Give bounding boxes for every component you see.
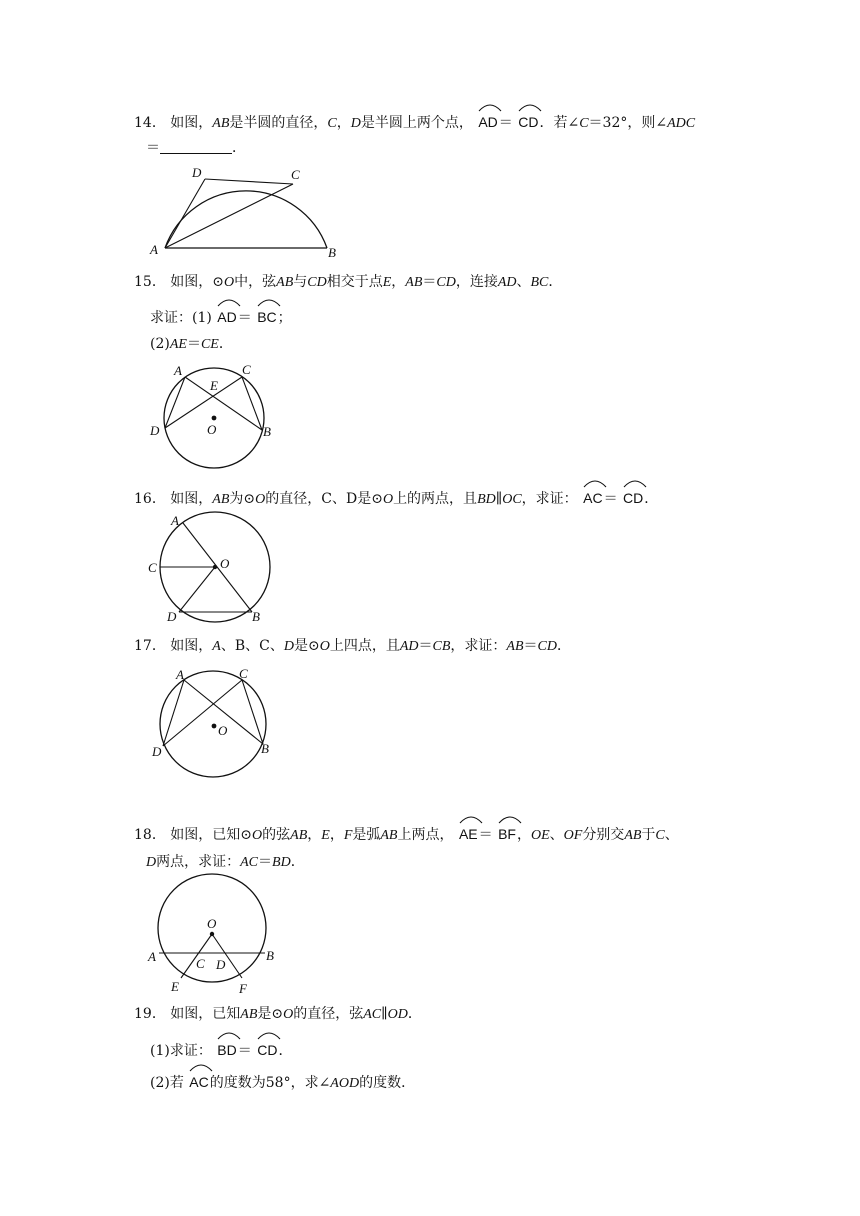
text: ，求证： <box>450 638 507 654</box>
chord-ad <box>163 680 184 746</box>
text: ＝ <box>418 638 433 654</box>
text: 中，弦 <box>234 274 277 290</box>
text: 、 <box>245 638 260 654</box>
text: 是⊙ <box>257 1006 284 1022</box>
math-var: A <box>212 639 221 654</box>
math-var: AB <box>624 828 642 843</box>
text: ＝ <box>422 274 437 290</box>
problem-17-line1 <box>134 636 571 657</box>
text: ． <box>548 274 563 290</box>
text: 、 <box>516 274 531 290</box>
text: 是弧 <box>352 827 381 843</box>
text: ＝ <box>237 310 252 326</box>
text: ＝32°，则∠ <box>588 115 668 131</box>
problem-number: 19． <box>134 1006 166 1022</box>
math-var: CB <box>432 639 451 654</box>
figure-14 <box>145 160 345 260</box>
text: 与 <box>293 274 308 290</box>
label-b: B <box>328 245 336 260</box>
math-var: AB <box>405 275 423 290</box>
arc-label: BD <box>217 1042 237 1058</box>
label-b: B <box>252 609 260 624</box>
label-c: C <box>196 956 205 971</box>
math-var: OD <box>387 1007 408 1022</box>
arc-notation <box>498 820 516 844</box>
label-o: O <box>207 916 217 931</box>
math-var: D <box>350 116 361 131</box>
text: ， <box>516 827 531 843</box>
text: 于 <box>641 827 656 843</box>
text: ． <box>218 336 233 352</box>
math-var: O <box>319 639 330 654</box>
figure-18 <box>140 872 290 998</box>
math-var: D <box>283 639 294 654</box>
label-d: D <box>216 957 226 972</box>
text: 是⊙ <box>293 638 320 654</box>
chord-ad <box>165 377 185 428</box>
text: 、 <box>549 827 564 843</box>
text: (2)若 <box>150 1075 184 1091</box>
text: 分别交 <box>582 827 625 843</box>
arc-label: CD <box>257 1042 278 1058</box>
text: ． <box>278 1043 293 1059</box>
text: ； <box>277 310 292 326</box>
math-var: O <box>252 828 263 843</box>
math-var: D <box>146 855 157 870</box>
text: (2) <box>150 336 170 352</box>
label-e: E <box>171 979 179 994</box>
math-var: AD <box>399 639 419 654</box>
math-var: O <box>224 275 235 290</box>
label-a: A <box>150 242 158 257</box>
label-o: O <box>207 422 217 437</box>
text: 是半圆的直径， <box>229 115 328 131</box>
text: ，连接 <box>455 274 498 290</box>
arc-label: CD <box>518 114 539 130</box>
math-var: AB <box>506 639 524 654</box>
answer-blank <box>160 139 232 154</box>
text: ＝ <box>498 115 513 131</box>
math-var: AB <box>212 116 230 131</box>
chord-cd <box>163 680 242 746</box>
math-var: E <box>321 828 330 843</box>
arc-label: AD <box>217 309 237 325</box>
problem-19-line3 <box>150 1068 415 1094</box>
text: ． <box>407 1006 422 1022</box>
text: C <box>259 638 270 654</box>
problem-number: 17． <box>134 638 166 654</box>
text: 、 <box>220 638 235 654</box>
text: ＝ <box>523 638 538 654</box>
math-var: BD <box>477 492 496 507</box>
math-var: AC <box>363 1007 382 1022</box>
label-d: D <box>167 609 177 624</box>
label-c: C <box>148 560 157 575</box>
text: D <box>345 491 358 507</box>
figure-17 <box>145 664 285 779</box>
arc-notation <box>518 108 538 132</box>
label-c: C <box>291 167 300 182</box>
center-point <box>212 724 217 729</box>
label-a: A <box>176 667 184 682</box>
text: ＝ <box>603 491 618 507</box>
math-var: CD <box>436 275 456 290</box>
text: 为⊙ <box>229 491 256 507</box>
label-a: A <box>148 949 156 964</box>
problem-number: 16． <box>134 491 166 507</box>
text: ＝ <box>237 1043 252 1059</box>
problem-15-line1 <box>134 272 562 293</box>
text: ＝ <box>146 140 160 156</box>
label-o: O <box>220 556 230 571</box>
chord-ac <box>165 184 293 248</box>
label-f: F <box>239 981 247 996</box>
math-var: AD <box>497 275 517 290</box>
math-var: AOD <box>330 1076 360 1091</box>
math-var: O <box>283 1007 294 1022</box>
label-d: D <box>150 423 160 438</box>
arc-label: AC <box>583 490 603 506</box>
text: 如图， <box>170 491 213 507</box>
text: 的直径， <box>265 491 322 507</box>
math-var: CD <box>537 639 557 654</box>
text: ． <box>556 638 571 654</box>
text: ∥ <box>381 1006 388 1022</box>
arc-notation <box>189 1068 208 1092</box>
math-var: ADC <box>667 116 696 131</box>
text: ＝ <box>186 336 201 352</box>
text: 上的两点，且 <box>393 491 478 507</box>
problem-14-line2 <box>146 138 246 158</box>
arc-notation <box>257 303 276 327</box>
problem-19-line1 <box>134 1004 422 1025</box>
problem-number: 18． <box>134 827 166 843</box>
problem-18-line2 <box>146 852 305 873</box>
text: 如图， <box>170 638 213 654</box>
problem-15-line3 <box>150 334 233 355</box>
arc-label: AE <box>458 826 478 842</box>
math-var: F <box>343 828 353 843</box>
text: 是半圆上两个点， <box>360 115 473 131</box>
math-var: C <box>327 116 337 131</box>
text: ＝ <box>258 854 273 870</box>
chord-dc <box>205 179 293 184</box>
text: ， <box>391 274 406 290</box>
chord-ab <box>185 377 262 430</box>
arc-notation <box>459 820 478 844</box>
math-var: O <box>382 492 394 507</box>
text: 相交于点 <box>326 274 383 290</box>
semicircle <box>165 191 327 248</box>
problem-14-line1 <box>134 108 695 134</box>
arc-label: BF <box>498 826 516 842</box>
text: ， <box>329 827 344 843</box>
arc-label: AD <box>478 114 498 130</box>
math-var: AE <box>169 337 187 352</box>
label-b: B <box>266 948 274 963</box>
math-var: OF <box>563 828 583 843</box>
problem-number: 15． <box>134 274 166 290</box>
label-e: E <box>210 378 218 393</box>
math-var: AB <box>276 275 294 290</box>
center-point <box>212 416 217 421</box>
math-var: CE <box>200 337 219 352</box>
problem-18-line1 <box>134 820 679 846</box>
segment-od <box>179 567 215 612</box>
problem-16-line1 <box>134 484 658 510</box>
math-var: BD <box>272 855 291 870</box>
center-point <box>213 565 217 569</box>
text: 如图，已知 <box>170 1006 241 1022</box>
text: 上四点，且 <box>329 638 400 654</box>
problem-number: 14． <box>134 115 166 131</box>
math-var: C <box>579 116 589 131</box>
text: (1)求证： <box>150 1043 212 1059</box>
text: C <box>321 491 332 507</box>
text: ∥ <box>495 491 503 507</box>
arc-label: CD <box>623 490 644 506</box>
math-var: C <box>655 828 665 843</box>
text: 的直径，弦 <box>293 1006 364 1022</box>
text: 的度数为58°，求∠ <box>209 1075 331 1091</box>
text: 的度数． <box>359 1075 416 1091</box>
math-var: OC <box>502 492 522 507</box>
label-d: D <box>152 744 162 759</box>
text: 两点，求证： <box>156 854 241 870</box>
text: ， <box>307 827 322 843</box>
label-d: D <box>192 165 202 180</box>
arc-notation <box>623 484 643 508</box>
problem-19-line2 <box>150 1036 292 1061</box>
arc-notation <box>583 484 602 508</box>
label-b: B <box>263 424 271 439</box>
math-var: AB <box>380 828 398 843</box>
text: ， <box>336 115 351 131</box>
figure-15 <box>145 360 285 472</box>
figure-16 <box>145 508 285 628</box>
math-var: CD <box>307 275 327 290</box>
text: 如图，已知⊙ <box>170 827 253 843</box>
text: ＝ <box>478 827 493 843</box>
label-a: A <box>171 513 179 528</box>
text: 上两点， <box>397 827 454 843</box>
arc-notation <box>217 1036 236 1060</box>
center-point <box>210 932 214 936</box>
math-var: AB <box>290 828 308 843</box>
text: 如图，⊙ <box>170 274 225 290</box>
math-var: E <box>382 275 392 290</box>
math-var: BC <box>530 275 549 290</box>
label-c: C <box>239 666 248 681</box>
math-var: AB <box>212 492 230 507</box>
math-var: AC <box>240 855 259 870</box>
text: ，求证： <box>521 491 578 507</box>
text: 、 <box>664 827 679 843</box>
text: 的弦 <box>262 827 291 843</box>
text: 、 <box>331 491 346 507</box>
math-var: AB <box>240 1007 258 1022</box>
text: B <box>234 638 246 654</box>
arc-notation <box>217 303 236 327</box>
arc-notation <box>478 108 497 132</box>
text: ．若∠ <box>539 115 580 131</box>
arc-notation <box>257 1036 277 1060</box>
arc-label: AC <box>189 1074 209 1090</box>
text: 、 <box>269 638 284 654</box>
text: 求证：(1) <box>150 310 212 326</box>
arc-label: BC <box>257 309 277 325</box>
text: 如图， <box>170 115 213 131</box>
math-var: O <box>255 492 266 507</box>
label-a: A <box>174 363 182 378</box>
label-c: C <box>242 362 251 377</box>
label-o: O <box>218 723 228 738</box>
text: ． <box>290 854 305 870</box>
problem-15-line2 <box>150 303 292 328</box>
label-b: B <box>261 741 269 756</box>
math-var: OE <box>530 828 550 843</box>
text: ． <box>232 140 246 156</box>
text: ． <box>644 491 659 507</box>
text: 是⊙ <box>357 491 383 507</box>
